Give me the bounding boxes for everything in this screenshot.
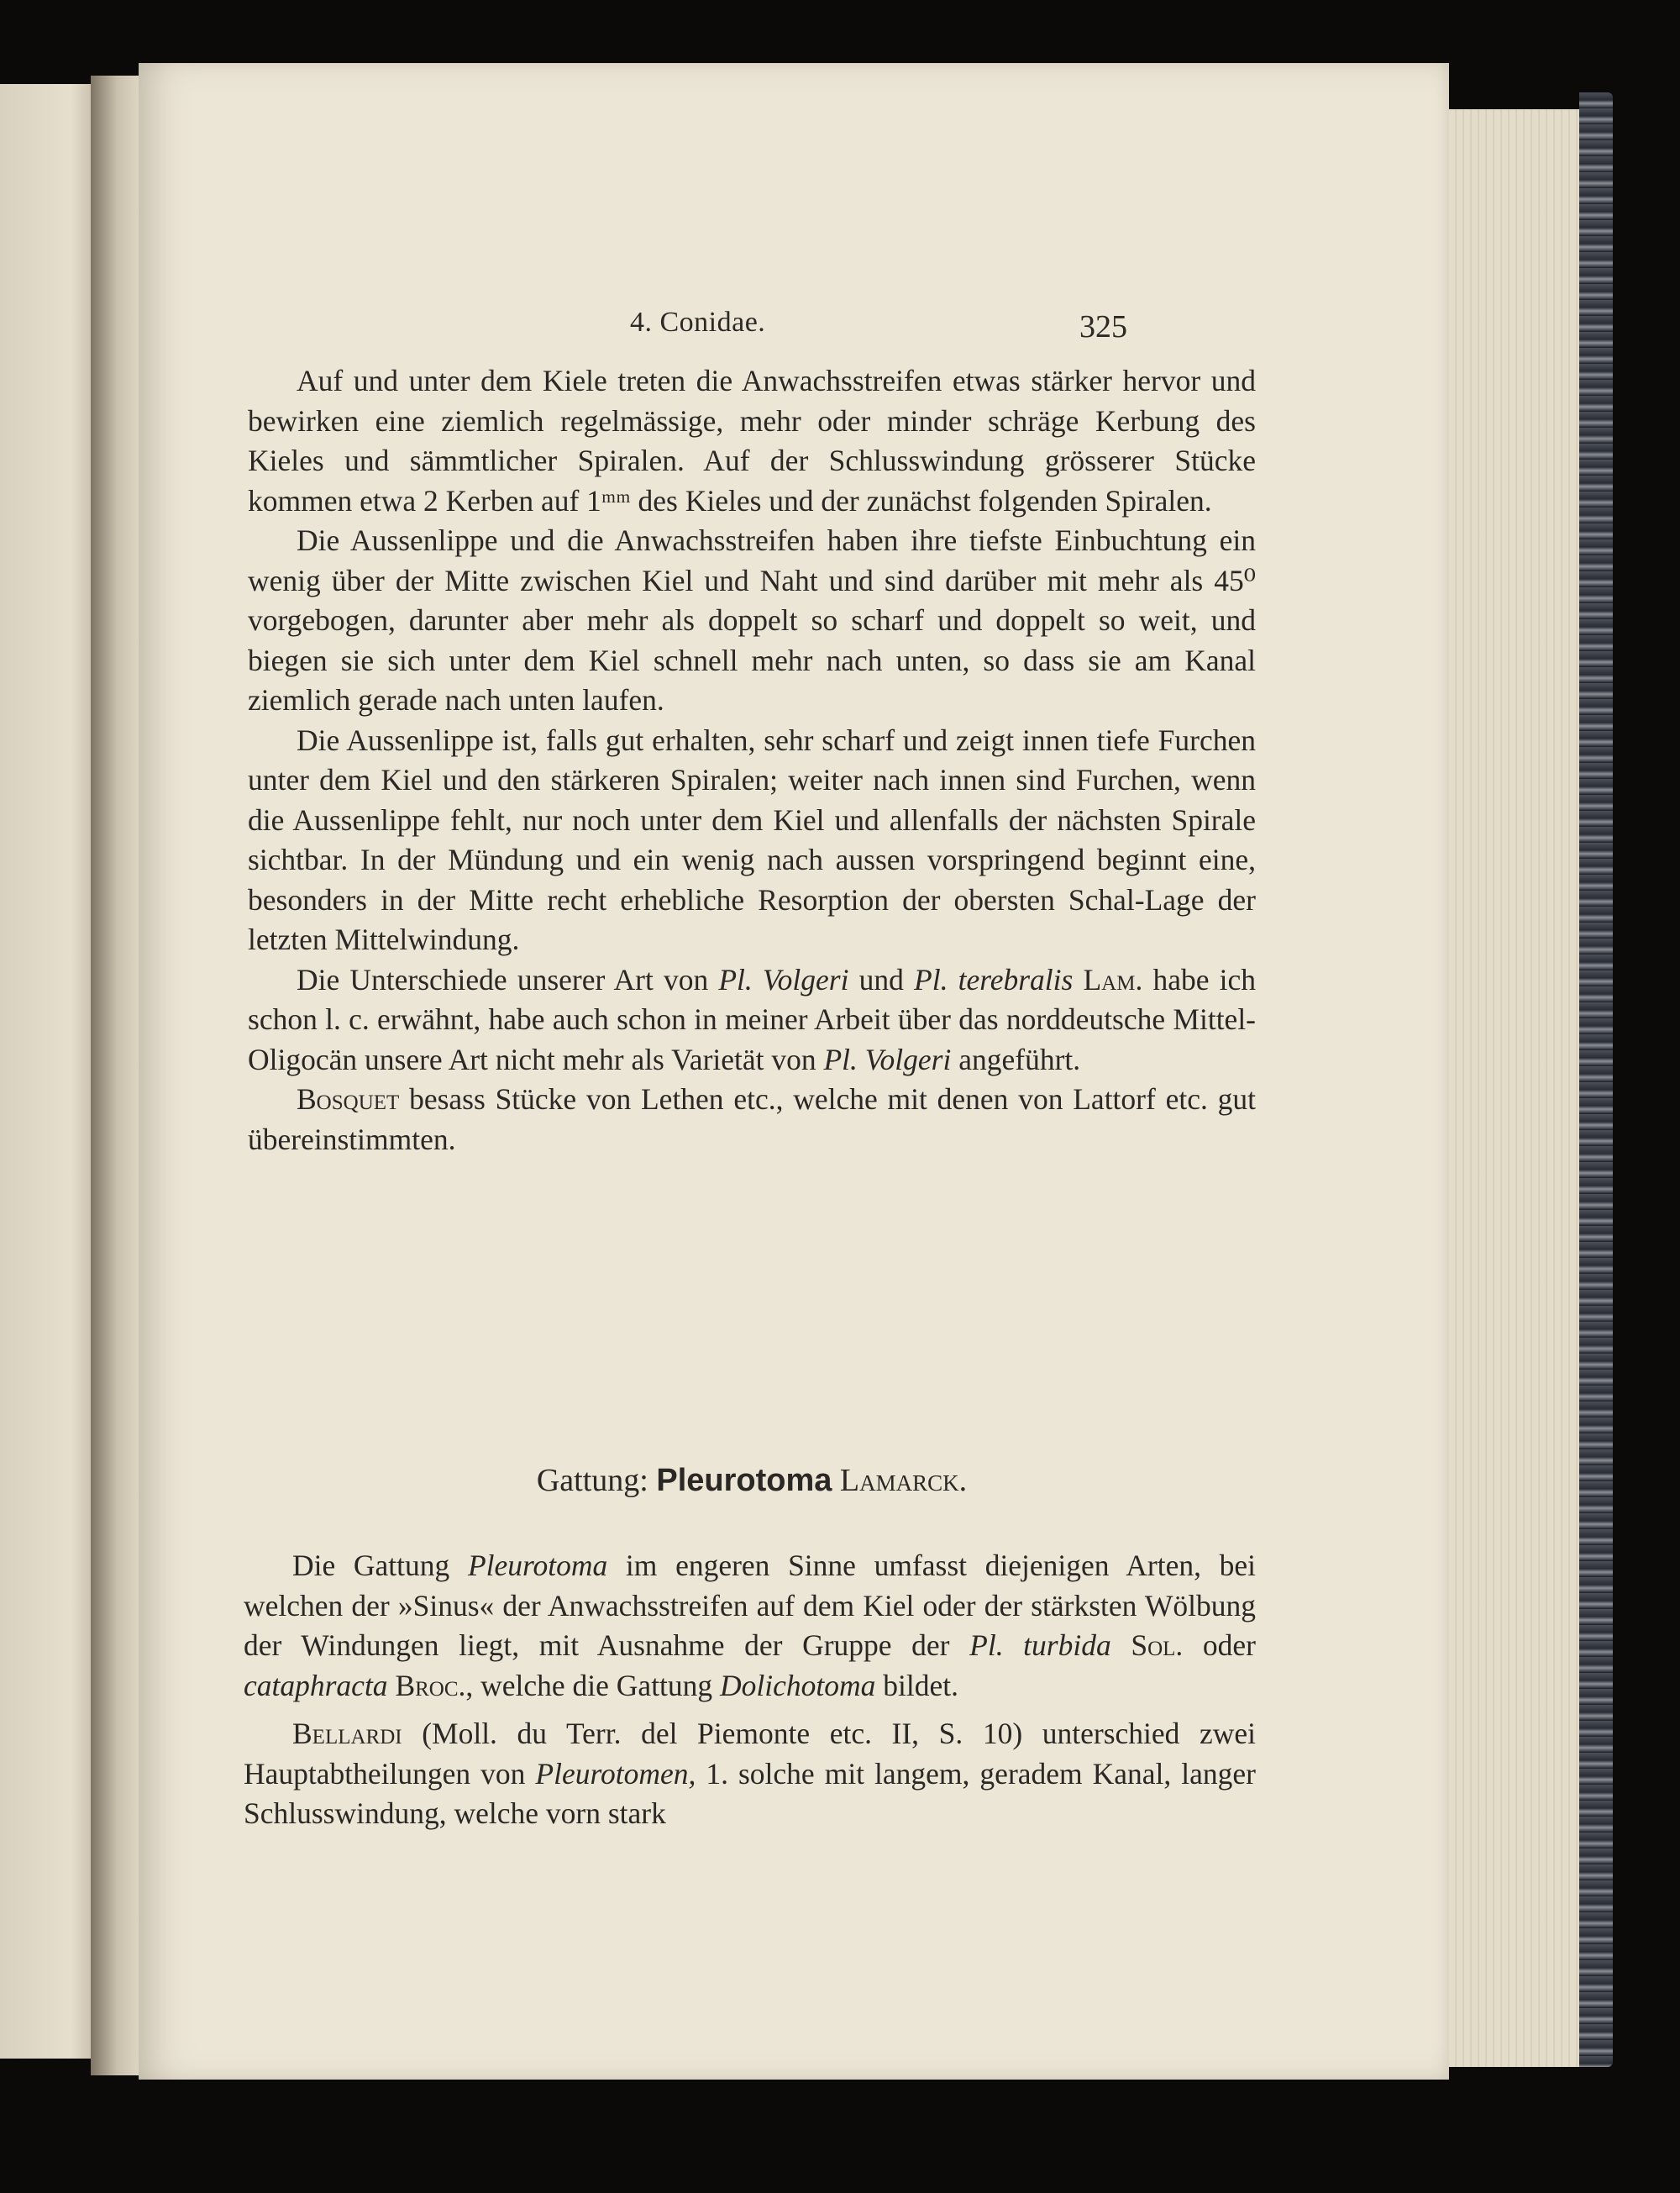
p6-author-broc: Broc. bbox=[395, 1668, 466, 1702]
body-text-upper bbox=[248, 361, 1256, 1160]
paragraph-4 bbox=[248, 960, 1256, 1081]
p4-species-volgeri: Pl. Volgeri bbox=[718, 962, 849, 997]
p5-author-bosquet: Bosquet bbox=[297, 1082, 400, 1116]
p6-genus-pleurotoma: Pleurotoma bbox=[467, 1549, 608, 1582]
p4-text-1: Die Unterschiede unserer Art von bbox=[297, 962, 719, 997]
paragraph-1: Auf und unter dem Kiele treten die Anwachsstreifen etwas stärker hervor und bewirken eine ziemlich regelmässige, mehr oder minder schräge Kerbung des Kieles und sämmtlicher Spiralen. Auf der Schlusswindung grösserer Stücke kommen etwa 2 Kerben auf 1ᵐᵐ des Kieles und der zunächst folgenden Spiralen. bbox=[248, 364, 1256, 518]
book-cover-edge bbox=[1579, 92, 1613, 2067]
p6-text-2: im engeren Sinne umfasst diejenigen Arten, bei welchen der »Sinus« der Anwachsstreifen auf dem Kiel oder der stärksten Wölbung der Windungen liegt, mit Ausnahme der Gruppe der bbox=[244, 1549, 1256, 1662]
paragraph-3: Die Aussenlippe ist, falls gut erhalten, sehr scharf und zeigt innen tiefe Furchen unter dem Kiel und den stärkeren Spiralen; weiter nach innen sind Furchen, wenn die Aussenlippe fehlt, nur noch unter dem Kiel und allenfalls der nächsten Spirale sichtbar. In der Mündung und ein wenig nach aussen vorspringend beginnt eine, besonders in der Mitte recht erhebliche Resorption der obersten Schal-Lage der letzten Mittelwindung. bbox=[248, 723, 1256, 956]
paragraph-6 bbox=[244, 1546, 1256, 1706]
book-page bbox=[139, 63, 1449, 2080]
p7-author-bellardi: Bellardi bbox=[292, 1717, 402, 1750]
p6-species-cataphracta: cataphracta bbox=[244, 1668, 388, 1702]
running-head-title: 4. Conidae. bbox=[630, 307, 766, 338]
p4-text-3: habe ich schon l. c. erwähnt, habe auch schon in meiner Arbeit über das norddeutsche Mittel-Oligocän unsere Art nicht mehr als Varietät von bbox=[248, 962, 1257, 1076]
paragraph-7 bbox=[244, 1714, 1256, 1834]
paragraph-5 bbox=[248, 1080, 1256, 1160]
page-number: 325 bbox=[1079, 309, 1127, 344]
p6-species-turbida: Pl. turbida bbox=[969, 1628, 1111, 1662]
heading-label: Gattung: bbox=[536, 1463, 648, 1498]
p7-text-2: 1. solche mit langem, geradem Kanal, langer Schlusswindung, welche vorn stark bbox=[244, 1756, 1257, 1830]
p7-text-1: (Moll. du Terr. del Piemonte etc. II, S. 10) unterschied zwei Hauptabtheilungen von bbox=[244, 1717, 1256, 1791]
p5-text-1: besass Stücke von Lethen etc., welche mit denen von Lattorf etc. gut übereinstimmten. bbox=[248, 1082, 1256, 1156]
p6-genus-dolichotoma: Dolichotoma bbox=[720, 1668, 876, 1702]
p4-text-4: angeführt. bbox=[951, 1042, 1081, 1076]
p4-text-2: und bbox=[848, 962, 915, 997]
p6-text-4: , welche die Gattung bbox=[465, 1668, 721, 1702]
p6-text-1: Die Gattung bbox=[292, 1549, 468, 1582]
body-text-lower bbox=[244, 1546, 1256, 1843]
p6-author-sol: Sol. bbox=[1131, 1628, 1184, 1662]
p6-text-3: oder bbox=[1183, 1628, 1257, 1662]
paragraph-2: Die Aussenlippe und die Anwachsstreifen haben ihre tiefste Einbuchtung ein wenig über der Mitte zwischen Kiel und Naht und sind darüber mit mehr als 45⁰ vorgebogen, darunter aber mehr als doppelt so scharf und doppelt so weit, und biegen sie sich unter dem Kiel schnell mehr nach unten, so dass sie am Kanal ziemlich gerade nach unten laufen. bbox=[248, 523, 1256, 717]
left-page-edge bbox=[0, 84, 101, 2059]
heading-author: Lamarck. bbox=[839, 1463, 968, 1498]
p4-species-terebralis: Pl. terebralis bbox=[914, 962, 1074, 997]
running-head bbox=[139, 307, 1449, 357]
section-heading bbox=[248, 1462, 1256, 1499]
heading-genus: Pleurotoma bbox=[656, 1463, 832, 1498]
p6-text-5: bildet. bbox=[875, 1668, 959, 1702]
p7-pleurotomen: Pleurotomen, bbox=[535, 1756, 696, 1791]
p4-species-volgeri-2: Pl. Volgeri bbox=[823, 1042, 952, 1076]
p4-author-lam: Lam. bbox=[1083, 962, 1143, 997]
